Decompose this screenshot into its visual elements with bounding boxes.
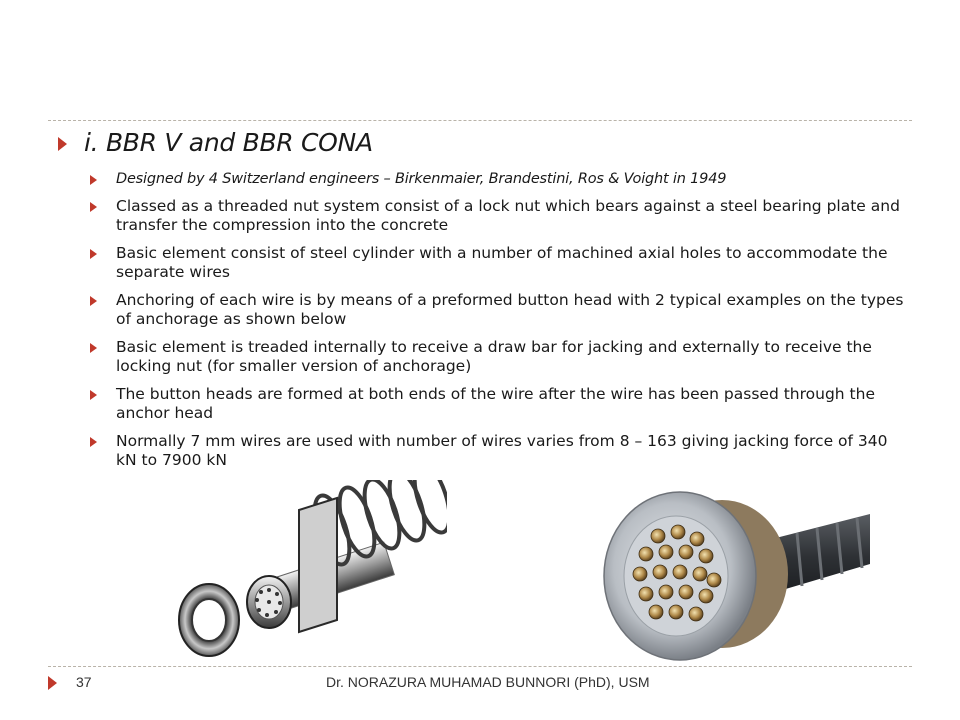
bullet-icon (90, 249, 97, 259)
list-item: Basic element is treaded internally to receive a draw bar for jacking and externally to receive the locking nut (for smaller version of anchorage) (116, 338, 872, 375)
list-item: Anchoring of each wire is by means of a preformed button head with 2 typical examples on the types of anchorage as shown below (116, 291, 904, 328)
heading-bullet-icon (58, 137, 67, 151)
bullet-icon (90, 296, 97, 306)
list-item: The button heads are formed at both ends of the wire after the wire has been passed through the anchor head (116, 385, 875, 422)
footer-author: Dr. NORAZURA MUHAMAD BUNNORI (PhD), USM (326, 674, 650, 690)
list-item: Classed as a threaded nut system consist of a lock nut which bears against a steel bearing plate and transfer the compression into the concrete (116, 197, 900, 234)
page-number: 37 (76, 674, 92, 690)
bullet-icon (90, 437, 97, 447)
bullet-icon (90, 202, 97, 212)
bbr-v-anchorage-photo (177, 480, 447, 662)
bottom-divider (48, 666, 912, 667)
bullet-icon (90, 343, 97, 353)
slide-heading: i. BBR V and BBR CONA (84, 128, 373, 157)
bbr-cona-anchorage-photo (602, 484, 870, 664)
footer-bullet-icon (48, 676, 57, 690)
list-item: Designed by 4 Switzerland engineers – Birkenmaier, Brandestini, Ros & Voight in 1949 (116, 171, 727, 187)
bullet-icon (90, 390, 97, 400)
list-item: Normally 7 mm wires are used with number of wires varies from 8 – 163 giving jacking force of 340 kN to 7900 kN (116, 432, 888, 469)
bullet-icon (90, 175, 97, 185)
top-divider (48, 120, 912, 121)
list-item: Basic element consist of steel cylinder with a number of machined axial holes to accommodate the separate wires (116, 244, 888, 281)
